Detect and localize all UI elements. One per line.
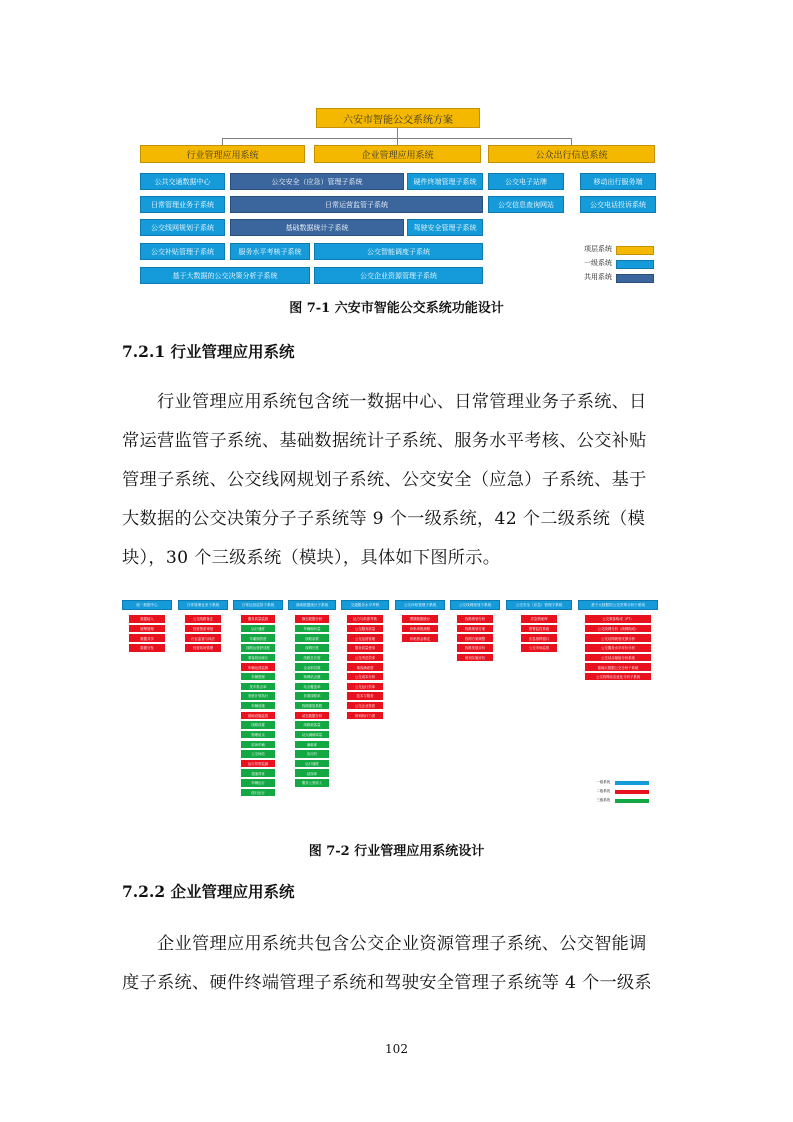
legend-label-top: 项层系统 [584, 245, 612, 253]
subsystem-box: 公交智能调度子系统 [314, 243, 483, 260]
level2-item: 经营站场管理 [185, 644, 221, 652]
level2-item: 乘客满意度 [347, 663, 383, 671]
column-header: 日常管理业务子系统 [178, 600, 228, 610]
level2-item: 公交运营管理 [347, 634, 383, 642]
subsystem-box: 基于大数据的公交决策分析子系统 [140, 267, 310, 284]
paragraph-line: 行业管理应用系统包含统一数据中心、日常管理业务子系统、日 [157, 392, 647, 412]
level3-item: 线路设置 [241, 721, 275, 729]
section-heading-7-2-1: 7.2.1 行业管理应用系统 [122, 342, 295, 361]
level3-item: 站点满载率量 [295, 731, 329, 739]
level3-item: 线路运营舒适度 [241, 644, 275, 652]
level3-item: 延误率 [295, 769, 329, 777]
column-header: 公交补贴管理子系统 [395, 600, 445, 610]
level2-item: 应急预案库 [521, 615, 557, 623]
subsystem-box: 基础数据统计子系统 [230, 219, 404, 236]
level2-item: 线路发展评价 [457, 644, 493, 652]
paragraph-line: 块），30 个三级系统（模块），具体如下图所示。 [122, 548, 501, 568]
level2-item: 公交运行效率 [347, 683, 383, 691]
figure-caption-7-2: 图 7-2 行业管理应用系统设计 [308, 844, 485, 859]
level1-public-box: 公众出行信息系统 [488, 145, 655, 163]
subsystem-box: 移动出行服务端 [580, 173, 656, 190]
paragraph-line: 管理子系统、公交线网规划子系统、公交安全（应急）子系统、基于 [122, 470, 647, 490]
level2-item: 运行异常监测 [241, 760, 275, 768]
subsystem-box: 公交安全（应急）管理子系统 [230, 173, 404, 190]
connector-line [397, 128, 398, 138]
subsystem-box: 驾驶安全管理子系统 [407, 219, 483, 236]
page-number: 102 [385, 1042, 408, 1056]
legend-swatch-green [615, 799, 649, 803]
level2-item: 技术与服务 [347, 692, 383, 700]
body-paragraph-2 [122, 925, 674, 1003]
column-header: 公交线网规划子系统 [450, 600, 500, 610]
level3-item: 车辆管理 [241, 673, 275, 681]
level2-item: 行业监管与执法 [185, 634, 221, 642]
column-header: 交通服务水平考核 [341, 600, 389, 610]
level3-item: 站场车辆 [241, 741, 275, 749]
level2-item: 经营资质审批 [185, 625, 221, 633]
level3-item: 线网长度 [295, 644, 329, 652]
level2-item: 公交成本分析 [347, 673, 383, 681]
level2-item: 补贴资金核定 [402, 634, 438, 642]
level3-item: 车辆拥有量 [295, 625, 329, 633]
subsystem-box: 公交信息查询网站 [488, 196, 564, 213]
column-header: 日常运营监管子系统 [233, 600, 283, 610]
level2-item: 公交站网规划支撑分析 [585, 634, 651, 642]
level2-item: 线路规划分析 [457, 615, 493, 623]
level3-item: 企业职员数 [295, 663, 329, 671]
level2-item: 公交服务质量 [347, 625, 383, 633]
level2-item: 报警监控系统 [521, 625, 557, 633]
level2-item: 服务质量监督 [241, 615, 275, 623]
legend-swatch-darkblue [616, 274, 654, 283]
level3-item: 车辆设施 [241, 702, 275, 710]
level2-item: 基础设施监管 [241, 712, 275, 720]
level3-item: 线路总长度 [295, 654, 329, 662]
level2-item: 线路规划方案 [457, 625, 493, 633]
level3-item: 运行速度 [295, 760, 329, 768]
level2-item: 公交线路备注 [185, 615, 221, 623]
level2-item: 规划实施评价 [457, 654, 493, 662]
level3-item: 运行速度 [241, 625, 275, 633]
level2-item: 服务质量使用 [347, 644, 383, 652]
subsystem-box: 公交企业资源管理子系统 [314, 267, 483, 284]
level2-item: 公交市场监管 [521, 644, 557, 652]
level3-item: 物理站点数 [295, 673, 329, 681]
legend-label-level1: 一级系统 [584, 259, 612, 267]
legend-swatch-blue [616, 260, 654, 269]
column-header: 公交安全（应急）管理子系统 [506, 600, 572, 610]
paragraph-line: 常运营监管子系统、基础数据统计子系统、服务水平考核、公交补贴 [122, 431, 647, 451]
section-heading-7-2-2: 7.2.2 企业管理应用系统 [122, 882, 295, 901]
level3-item: 车厢拥挤度 [241, 634, 275, 642]
subsystem-box: 公共交通数据中心 [140, 173, 225, 190]
connector-line [222, 138, 223, 145]
level2-item: 统筹管理 [129, 625, 165, 633]
level2-item: 公交站点辐射分析系统 [585, 654, 651, 662]
body-paragraph-1 [122, 383, 674, 578]
connector-line [397, 138, 398, 145]
level3-item: 物理站点 [241, 731, 275, 739]
level2-item: 基础大数据公交分析子系统 [585, 663, 651, 671]
level3-item: 满载率 [295, 741, 329, 749]
level3-item: 服务公里收入 [295, 779, 329, 787]
level3-item: 车辆运行 [241, 779, 275, 787]
level3-item: 线路载客量 [295, 721, 329, 729]
level2-item: 车辆运营监督 [241, 663, 275, 671]
level3-item: 发车准点率 [241, 683, 275, 691]
level2-item: 运力与供需考核 [347, 615, 383, 623]
level2-item: 公交线网动态优化分析子系统 [585, 673, 651, 681]
level2-item: 数据分发 [129, 644, 165, 652]
subsystem-box: 服务水平考核子系统 [230, 243, 310, 260]
level2-item: 应急指挥窗口 [521, 634, 557, 642]
level3-item: 公交场站 [241, 750, 275, 758]
level3-item: 乘客投诉统计 [241, 654, 275, 662]
level3-item: 线网重复系数 [295, 702, 329, 710]
paragraph-line: 大数据的公交决策分子子系统等 9 个一级系统，42 个二级系统（模 [122, 509, 646, 529]
legend-label-level2: 二级系统 [596, 789, 610, 793]
level3-item: 超速异常 [241, 769, 275, 777]
level2-item: 公交考虑效率 [347, 654, 383, 662]
level3-item: 非重线路率 [295, 692, 329, 700]
subsystem-box: 公交补贴管理子系统 [140, 243, 225, 260]
level3-item: 发班计划执行 [241, 692, 275, 700]
level2-item: 静态数据分析 [295, 615, 329, 623]
level2-item: 数据共享 [129, 634, 165, 642]
legend-swatch-red [615, 790, 649, 794]
level2-item: 公交服务水平评价分析 [585, 644, 651, 652]
level2-item: 动态数据分析 [295, 712, 329, 720]
subsystem-box: 公交线网规划子系统 [140, 219, 225, 236]
subsystem-box: 公交电子站牌 [488, 173, 564, 190]
subsystem-box: 日常运营监管子系统 [230, 196, 483, 213]
level2-item: 票额数据统计 [402, 615, 438, 623]
level2-item: 数据接入 [129, 615, 165, 623]
legend-label-shared: 共用系统 [584, 273, 612, 281]
level3-item: 站点覆盖率 [295, 683, 329, 691]
paragraph-line: 企业管理应用系统共包含公交企业资源管理子系统、公交智能调 [157, 934, 647, 954]
column-header: 基础数据统计子系统 [288, 600, 336, 610]
top-system-box: 六安市智能公交系统方案 [316, 108, 480, 128]
level1-industry-box: 行业管理应用系统 [140, 145, 305, 163]
level2-item: 公交乘客构成（PT） [585, 615, 651, 623]
column-header: 统一数据中心 [122, 600, 172, 610]
level3-item: 绕行运行 [241, 789, 275, 797]
legend-label-level1: 一级系统 [596, 780, 610, 784]
column-header: 基于大数据的公交决策分析子系统 [578, 600, 658, 610]
subsystem-box: 硬件终端管理子系统 [407, 173, 483, 190]
level2-item: 线网方案调整 [457, 634, 493, 642]
level2-item: 补贴申报流程 [402, 625, 438, 633]
legend-swatch-blue [615, 781, 649, 785]
level3-item: 出行时 [295, 750, 329, 758]
subsystem-box: 公交电话投诉系统 [580, 196, 656, 213]
level2-item: 公交企业资质 [347, 702, 383, 710]
paragraph-line: 度子系统、硬件终端管理子系统和驾驶安全管理子系统等 4 个一级系 [122, 973, 652, 993]
connector-line [571, 138, 572, 145]
legend-swatch-yellow [616, 246, 654, 255]
subsystem-box: 日常管理业务子系统 [140, 196, 225, 213]
legend-label-level3: 三级系统 [596, 798, 610, 802]
level3-item: 线路条数 [295, 634, 329, 642]
level2-item: 公交线网分析（线网构成） [585, 625, 651, 633]
level1-enterprise-box: 企业管理应用系统 [314, 145, 481, 163]
figure-caption-7-1: 图 7-1 六安市智能公交系统功能设计 [289, 301, 504, 316]
level2-item: 规划执行力度 [347, 712, 383, 720]
